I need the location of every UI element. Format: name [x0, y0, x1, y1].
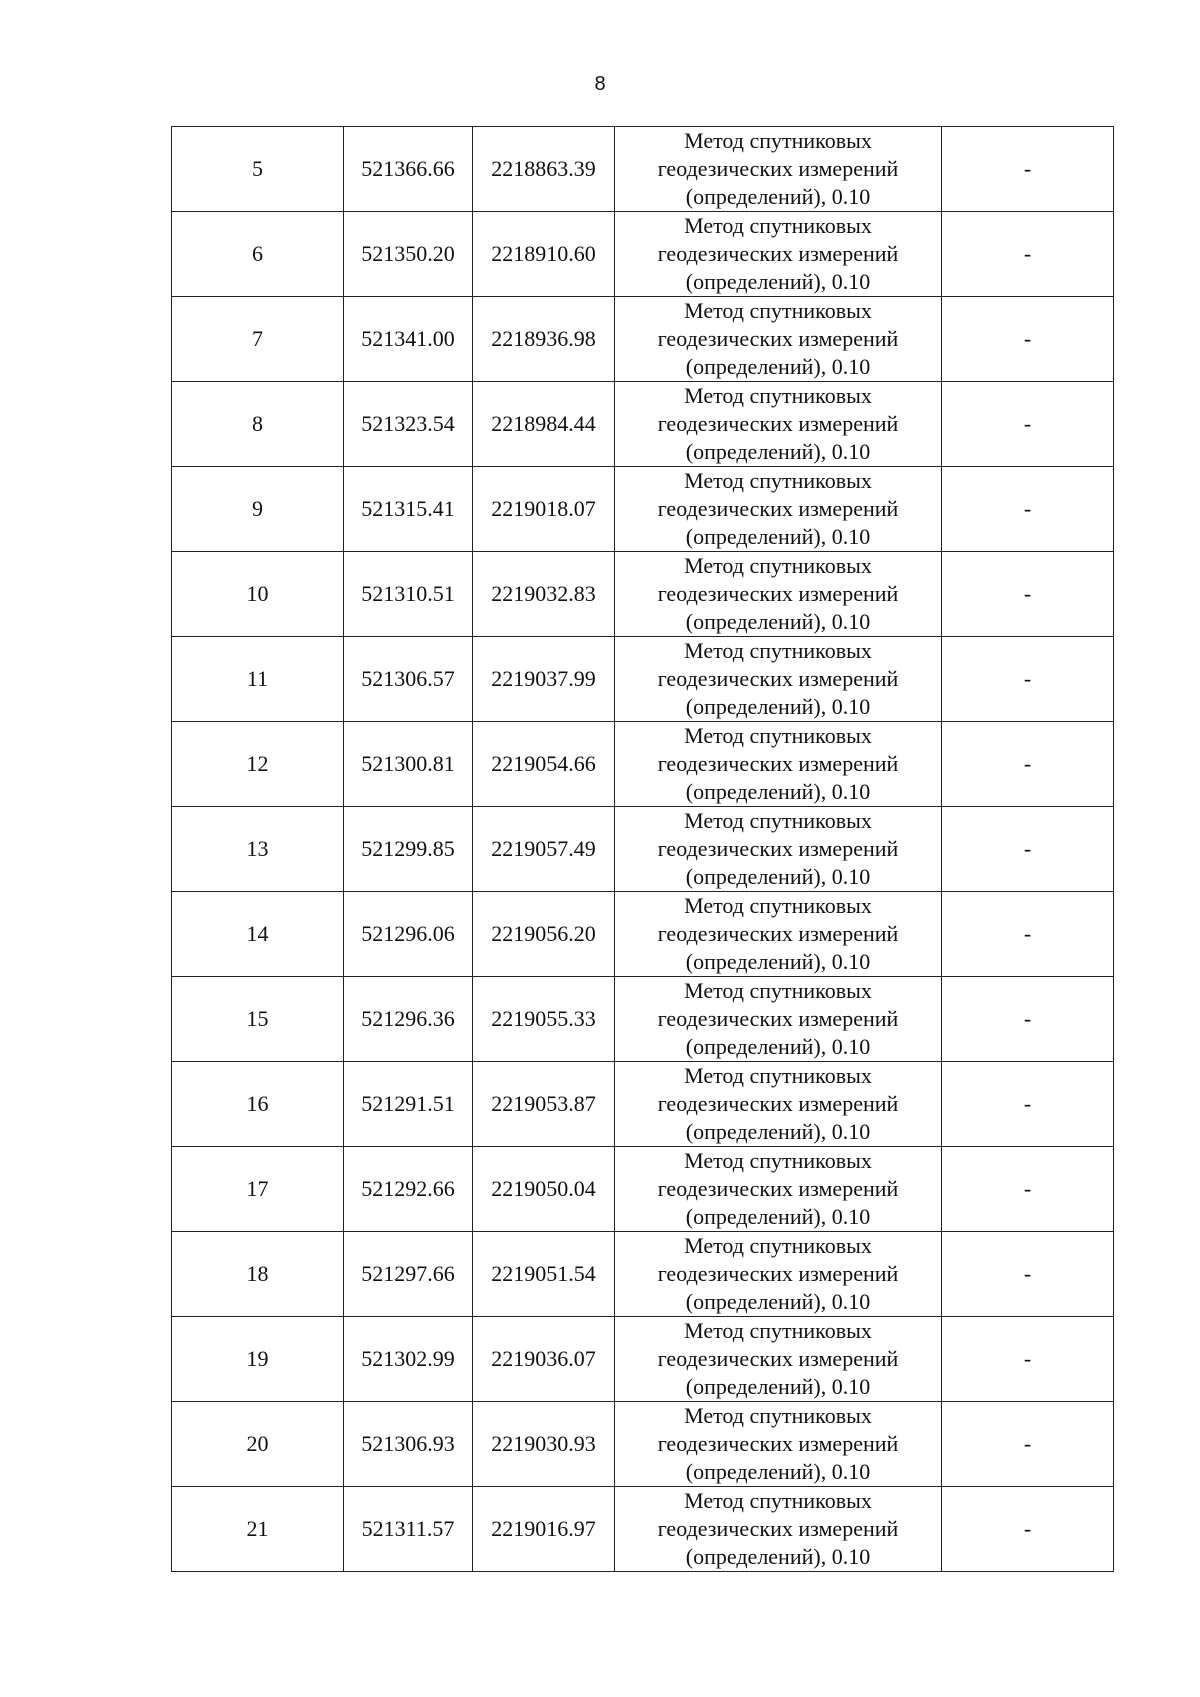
- method-cell: [615, 212, 942, 297]
- method-cell: [615, 127, 942, 212]
- table-row: [172, 127, 1114, 212]
- y-coordinate-cell: 2218936.98: [473, 297, 615, 382]
- point-number-cell: 6: [172, 212, 344, 297]
- point-number-cell: 14: [172, 892, 344, 977]
- method-text-line: Метод спутниковых: [684, 128, 872, 153]
- method-text-line: геодезических измерений: [657, 1516, 899, 1541]
- method-text-line: геодезических измерений: [657, 1431, 899, 1456]
- y-coordinate-cell: 2219032.83: [473, 552, 615, 637]
- point-number-cell: 19: [172, 1317, 344, 1402]
- method-cell: [615, 1402, 942, 1487]
- x-coordinate-cell: 521291.51: [344, 1062, 473, 1147]
- method-text-line: геодезических измерений: [657, 751, 899, 776]
- method-text-line: (определений), 0.10: [685, 184, 871, 209]
- point-number-cell: 20: [172, 1402, 344, 1487]
- x-coordinate-cell: 521310.51: [344, 552, 473, 637]
- method-cell: [615, 807, 942, 892]
- x-coordinate-cell: 521306.93: [344, 1402, 473, 1487]
- coordinates-table-body: [172, 127, 1114, 1572]
- method-text-line: (определений), 0.10: [685, 1544, 871, 1569]
- y-coordinate-cell: 2218984.44: [473, 382, 615, 467]
- description-cell: -: [942, 807, 1114, 892]
- description-cell: -: [942, 382, 1114, 467]
- point-number-cell: 21: [172, 1487, 344, 1572]
- method-text-line: Метод спутниковых: [684, 1403, 872, 1428]
- point-number-cell: 9: [172, 467, 344, 552]
- method-text-line: Метод спутниковых: [684, 1148, 872, 1173]
- point-number-cell: 5: [172, 127, 344, 212]
- x-coordinate-cell: 521292.66: [344, 1147, 473, 1232]
- method-text-line: Метод спутниковых: [684, 808, 872, 833]
- method-text-line: Метод спутниковых: [684, 978, 872, 1003]
- method-text-line: (определений), 0.10: [685, 694, 871, 719]
- method-text-line: геодезических измерений: [657, 666, 899, 691]
- method-text-line: (определений), 0.10: [685, 779, 871, 804]
- description-cell: -: [942, 722, 1114, 807]
- table-row: [172, 212, 1114, 297]
- method-text-line: геодезических измерений: [657, 1346, 899, 1371]
- x-coordinate-cell: 521366.66: [344, 127, 473, 212]
- method-text-line: геодезических измерений: [657, 496, 899, 521]
- table-row: [172, 1232, 1114, 1317]
- method-text-line: Метод спутниковых: [684, 1063, 872, 1088]
- method-text-line: (определений), 0.10: [685, 1289, 871, 1314]
- description-cell: -: [942, 637, 1114, 722]
- method-text-line: (определений), 0.10: [685, 439, 871, 464]
- point-number-cell: 18: [172, 1232, 344, 1317]
- table-row: [172, 297, 1114, 382]
- method-text-line: геодезических измерений: [657, 156, 899, 181]
- description-cell: -: [942, 977, 1114, 1062]
- method-text-line: Метод спутниковых: [684, 1318, 872, 1343]
- table-row: [172, 1147, 1114, 1232]
- table-row: [172, 807, 1114, 892]
- method-cell: [615, 552, 942, 637]
- method-cell: [615, 297, 942, 382]
- method-cell: [615, 977, 942, 1062]
- method-text-line: геодезических измерений: [657, 1176, 899, 1201]
- method-text-line: (определений), 0.10: [685, 1034, 871, 1059]
- y-coordinate-cell: 2219055.33: [473, 977, 615, 1062]
- y-coordinate-cell: 2219030.93: [473, 1402, 615, 1487]
- table-row: [172, 1062, 1114, 1147]
- table-row: [172, 1402, 1114, 1487]
- method-text-line: (определений), 0.10: [685, 524, 871, 549]
- x-coordinate-cell: 521296.06: [344, 892, 473, 977]
- table-row: [172, 1487, 1114, 1572]
- table-row: [172, 1317, 1114, 1402]
- description-cell: -: [942, 467, 1114, 552]
- coordinates-table: [171, 126, 1114, 1572]
- method-cell: [615, 1487, 942, 1572]
- table-row: [172, 467, 1114, 552]
- method-text-line: (определений), 0.10: [685, 1204, 871, 1229]
- point-number-cell: 8: [172, 382, 344, 467]
- x-coordinate-cell: 521306.57: [344, 637, 473, 722]
- point-number-cell: 10: [172, 552, 344, 637]
- description-cell: -: [942, 1317, 1114, 1402]
- table-row: [172, 977, 1114, 1062]
- description-cell: -: [942, 552, 1114, 637]
- x-coordinate-cell: 521300.81: [344, 722, 473, 807]
- method-text-line: геодезических измерений: [657, 1006, 899, 1031]
- table-row: [172, 892, 1114, 977]
- method-text-line: Метод спутниковых: [684, 213, 872, 238]
- method-text-line: геодезических измерений: [657, 581, 899, 606]
- y-coordinate-cell: 2219016.97: [473, 1487, 615, 1572]
- y-coordinate-cell: 2219054.66: [473, 722, 615, 807]
- method-text-line: Метод спутниковых: [684, 638, 872, 663]
- description-cell: -: [942, 212, 1114, 297]
- method-text-line: (определений), 0.10: [685, 269, 871, 294]
- method-cell: [615, 722, 942, 807]
- method-cell: [615, 1062, 942, 1147]
- method-cell: [615, 637, 942, 722]
- description-cell: -: [942, 1232, 1114, 1317]
- method-text-line: Метод спутниковых: [684, 383, 872, 408]
- x-coordinate-cell: 521296.36: [344, 977, 473, 1062]
- y-coordinate-cell: 2219037.99: [473, 637, 615, 722]
- table-row: [172, 382, 1114, 467]
- description-cell: -: [942, 892, 1114, 977]
- point-number-cell: 12: [172, 722, 344, 807]
- method-text-line: Метод спутниковых: [684, 553, 872, 578]
- method-text-line: геодезических измерений: [657, 411, 899, 436]
- description-cell: -: [942, 1487, 1114, 1572]
- method-text-line: (определений), 0.10: [685, 949, 871, 974]
- page-number: 8: [594, 73, 606, 95]
- point-number-cell: 15: [172, 977, 344, 1062]
- y-coordinate-cell: 2219036.07: [473, 1317, 615, 1402]
- x-coordinate-cell: 521299.85: [344, 807, 473, 892]
- description-cell: -: [942, 297, 1114, 382]
- method-text-line: Метод спутниковых: [684, 298, 872, 323]
- method-text-line: геодезических измерений: [657, 921, 899, 946]
- method-text-line: Метод спутниковых: [684, 723, 872, 748]
- table-row: [172, 552, 1114, 637]
- method-text-line: геодезических измерений: [657, 1091, 899, 1116]
- y-coordinate-cell: 2219053.87: [473, 1062, 615, 1147]
- x-coordinate-cell: 521323.54: [344, 382, 473, 467]
- description-cell: -: [942, 1402, 1114, 1487]
- method-cell: [615, 382, 942, 467]
- method-text-line: Метод спутниковых: [684, 468, 872, 493]
- y-coordinate-cell: 2219050.04: [473, 1147, 615, 1232]
- method-text-line: (определений), 0.10: [685, 1459, 871, 1484]
- point-number-cell: 7: [172, 297, 344, 382]
- method-text-line: геодезических измерений: [657, 836, 899, 861]
- method-cell: [615, 467, 942, 552]
- point-number-cell: 16: [172, 1062, 344, 1147]
- y-coordinate-cell: 2218863.39: [473, 127, 615, 212]
- method-text-line: Метод спутниковых: [684, 893, 872, 918]
- x-coordinate-cell: 521315.41: [344, 467, 473, 552]
- x-coordinate-cell: 521297.66: [344, 1232, 473, 1317]
- method-cell: [615, 1147, 942, 1232]
- method-cell: [615, 1232, 942, 1317]
- point-number-cell: 17: [172, 1147, 344, 1232]
- description-cell: -: [942, 127, 1114, 212]
- method-text-line: (определений), 0.10: [685, 1374, 871, 1399]
- y-coordinate-cell: 2219057.49: [473, 807, 615, 892]
- method-text-line: геодезических измерений: [657, 326, 899, 351]
- method-text-line: геодезических измерений: [657, 241, 899, 266]
- method-text-line: Метод спутниковых: [684, 1233, 872, 1258]
- description-cell: -: [942, 1147, 1114, 1232]
- method-cell: [615, 892, 942, 977]
- table-row: [172, 722, 1114, 807]
- x-coordinate-cell: 521311.57: [344, 1487, 473, 1572]
- method-text-line: (определений), 0.10: [685, 864, 871, 889]
- y-coordinate-cell: 2219051.54: [473, 1232, 615, 1317]
- point-number-cell: 13: [172, 807, 344, 892]
- method-text-line: (определений), 0.10: [685, 1119, 871, 1144]
- point-number-cell: 11: [172, 637, 344, 722]
- method-text-line: геодезических измерений: [657, 1261, 899, 1286]
- y-coordinate-cell: 2219018.07: [473, 467, 615, 552]
- method-text-line: (определений), 0.10: [685, 609, 871, 634]
- x-coordinate-cell: 521350.20: [344, 212, 473, 297]
- y-coordinate-cell: 2219056.20: [473, 892, 615, 977]
- y-coordinate-cell: 2218910.60: [473, 212, 615, 297]
- method-text-line: Метод спутниковых: [684, 1488, 872, 1513]
- method-cell: [615, 1317, 942, 1402]
- description-cell: -: [942, 1062, 1114, 1147]
- method-text-line: (определений), 0.10: [685, 354, 871, 379]
- table-row: [172, 637, 1114, 722]
- x-coordinate-cell: 521341.00: [344, 297, 473, 382]
- x-coordinate-cell: 521302.99: [344, 1317, 473, 1402]
